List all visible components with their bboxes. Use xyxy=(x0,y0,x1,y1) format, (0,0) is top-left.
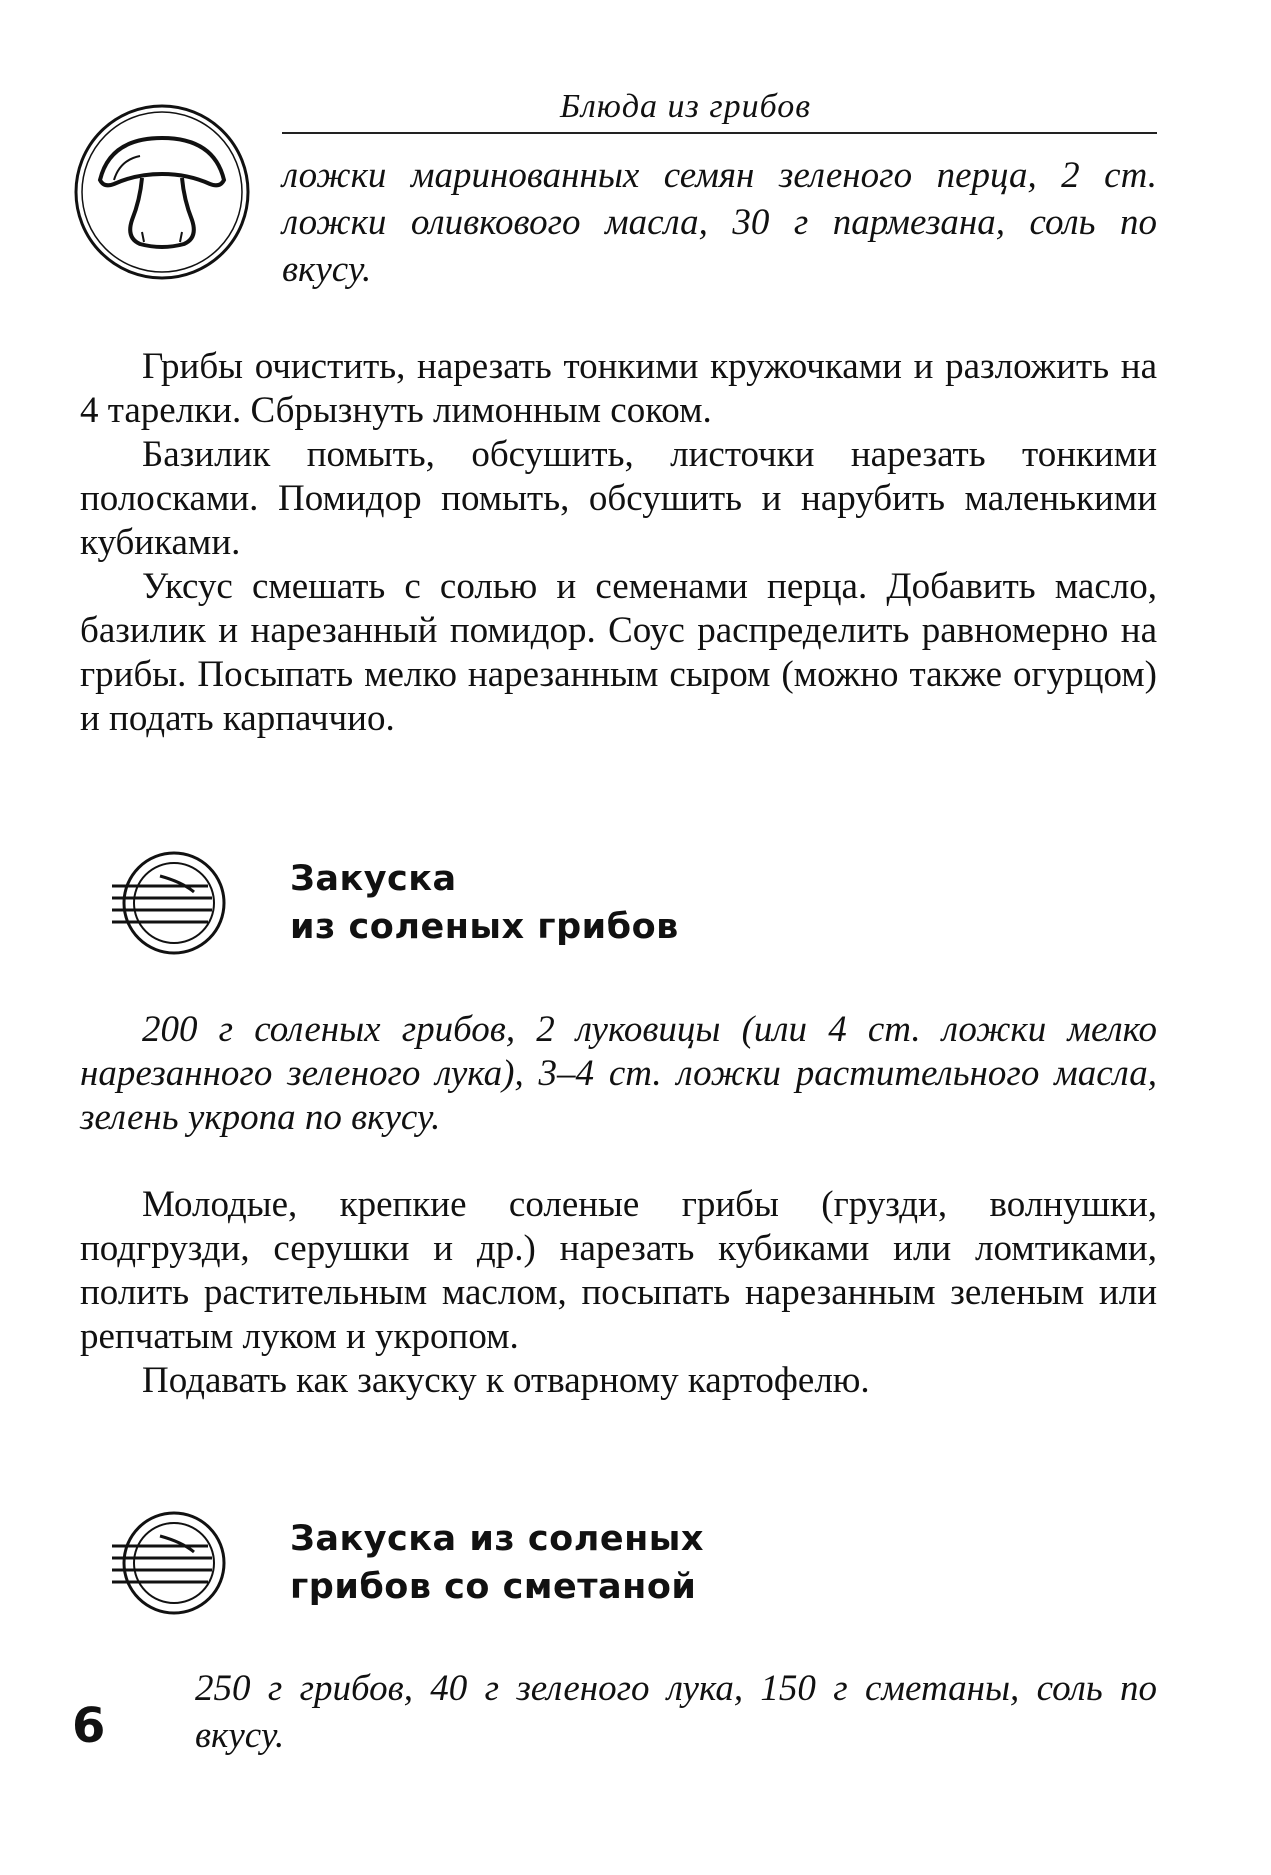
header-rule xyxy=(282,132,1157,134)
intro-steps xyxy=(80,345,1157,741)
intro-step: Грибы очистить, нарезать тонкими кружочками и разложить на 4 тарелки. Сбрызнуть лимонным соком. xyxy=(80,346,1157,431)
recipe-title-line: из соленых грибов xyxy=(290,907,679,947)
page-number: 6 xyxy=(72,1698,106,1754)
plate-fork-icon xyxy=(108,848,228,958)
recipe-steps xyxy=(80,1183,1157,1403)
recipe-ingredients: 250 г грибов, 40 г зеленого лука, 150 г сметаны, соль по вкусу. xyxy=(195,1668,1157,1756)
mushroom-icon xyxy=(70,100,255,285)
recipe-title-line: Закуска xyxy=(290,859,457,899)
recipe-ingredients: 200 г соленых грибов, 2 луковицы (или 4 ст. ложки мелко нарезанного зеленого лука), 3–4 ст. ложки растительного масла, зелень укропа по вкусу. xyxy=(80,1009,1157,1138)
recipe-title-line: грибов со сметаной xyxy=(290,1567,697,1607)
recipe-step: Подавать как закуску к отварному картофелю. xyxy=(142,1360,870,1401)
intro-ingredients xyxy=(282,152,1157,293)
intro-ingredient-line: ложки маринованных семян зеленого перца, 2 ст. xyxy=(282,155,1157,196)
recipe-title xyxy=(290,855,679,951)
recipe-step: Молодые, крепкие соленые грибы (грузди, волнушки, подгрузди, серушки и др.) нарезать кубиками или ломтиками, полить растительным маслом, посыпать нарезанным зеленым или репчатым луком и укропом. xyxy=(80,1184,1157,1357)
intro-ingredient-line: вкусу. xyxy=(282,249,372,290)
intro-step: Уксус смешать с солью и семенами перца. Добавить масло, базилик и нарезанный помидор. Соус распределить равномерно на грибы. Посыпать мелко нарезанным сыром (можно также огурцом) и подать карпаччио. xyxy=(80,566,1157,739)
recipe-title-line: Закуска из соленых xyxy=(290,1519,704,1559)
intro-ingredient-line: ложки оливкового масла, 30 г пармезана, соль по xyxy=(282,202,1157,243)
recipe-title xyxy=(290,1515,704,1611)
plate-fork-icon xyxy=(108,1508,228,1618)
running-title: Блюда из грибов xyxy=(560,88,811,125)
intro-step: Базилик помыть, обсушить, листочки нарезать тонкими полосками. Помидор помыть, обсушить и нарубить маленькими кубиками. xyxy=(80,434,1157,563)
